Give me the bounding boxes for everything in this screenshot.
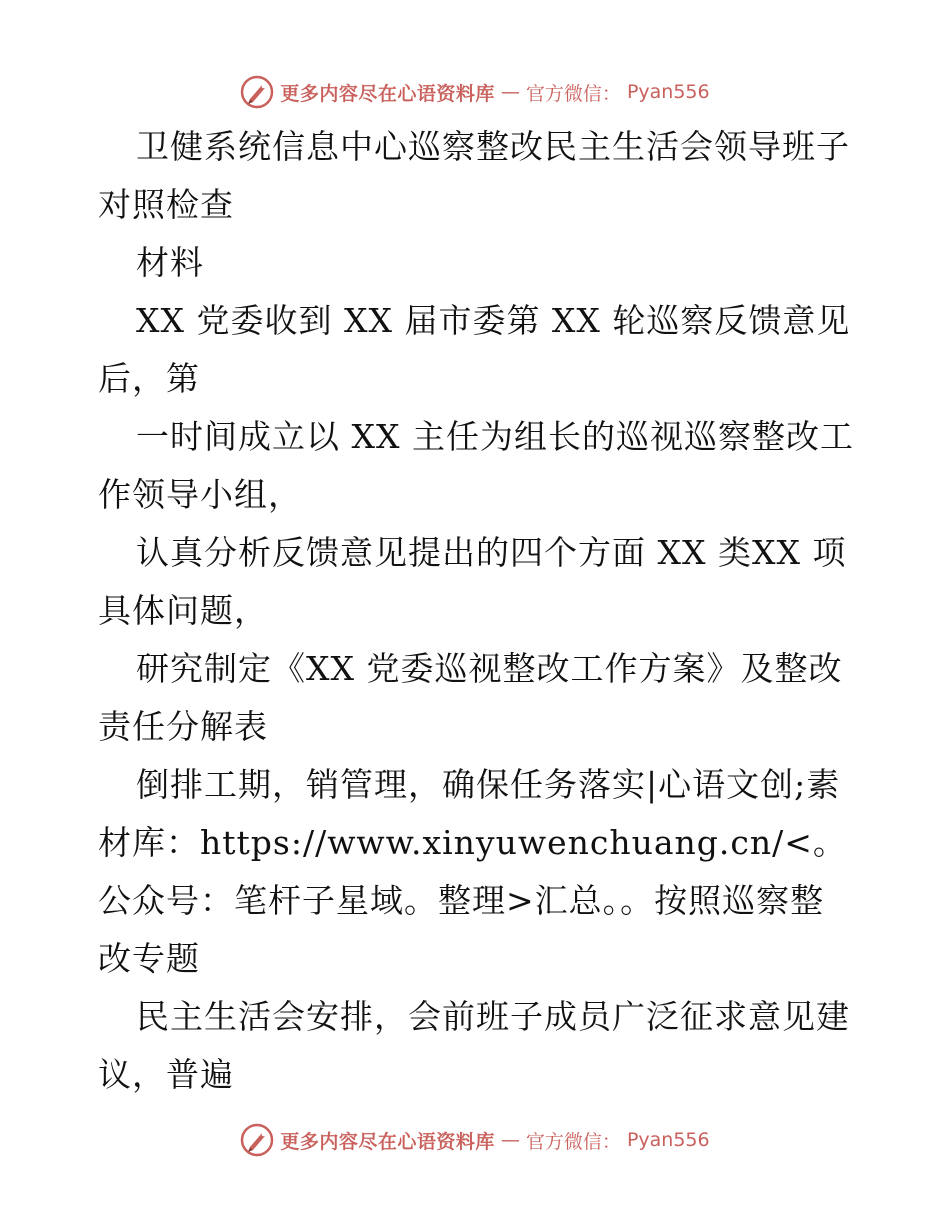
document-title-continued: 材料 xyxy=(136,243,204,282)
banner-dash: — xyxy=(500,81,520,103)
document-body xyxy=(98,118,858,1104)
pen-logo-icon xyxy=(240,75,274,109)
wechat-id: Pyan556 xyxy=(626,81,710,103)
paragraph: 倒排工期，销管理，确保任务落实|心语文创;素材库：https://www.xinyuwenchuang.cn/<。公众号：笔杆子星域。整理>汇总。。按照巡察整改专题 xyxy=(98,765,847,978)
paragraph: 一时间成立以 XX 主任为组长的巡视巡察整改工作领导小组， xyxy=(98,417,854,514)
paragraph: 研究制定《XX 党委巡视整改工作方案》及整改责任分解表 xyxy=(98,649,843,746)
paragraph: 认真分析反馈意见提出的四个方面 XX 类XX 项具体问题， xyxy=(98,533,847,630)
wechat-label: 官方微信： xyxy=(525,1130,621,1153)
paragraph: 民主生活会安排，会前班子成员广泛征求意见建议，普遍 xyxy=(98,997,850,1094)
paragraph: XX 党委收到 XX 届市委第 XX 轮巡察反馈意见后，第 xyxy=(98,301,851,398)
banner-dash: — xyxy=(500,1129,520,1151)
wechat-label: 官方微信： xyxy=(525,82,621,105)
document-title: 卫健系统信息中心巡察整改民主生活会领导班子对照检查 xyxy=(98,127,850,224)
header-banner xyxy=(0,72,950,112)
banner-text: 更多内容尽在心语资料库 xyxy=(280,1130,495,1153)
banner-text: 更多内容尽在心语资料库 xyxy=(280,82,495,105)
wechat-id: Pyan556 xyxy=(626,1129,710,1151)
footer-banner xyxy=(0,1120,950,1160)
pen-logo-icon xyxy=(240,1123,274,1157)
